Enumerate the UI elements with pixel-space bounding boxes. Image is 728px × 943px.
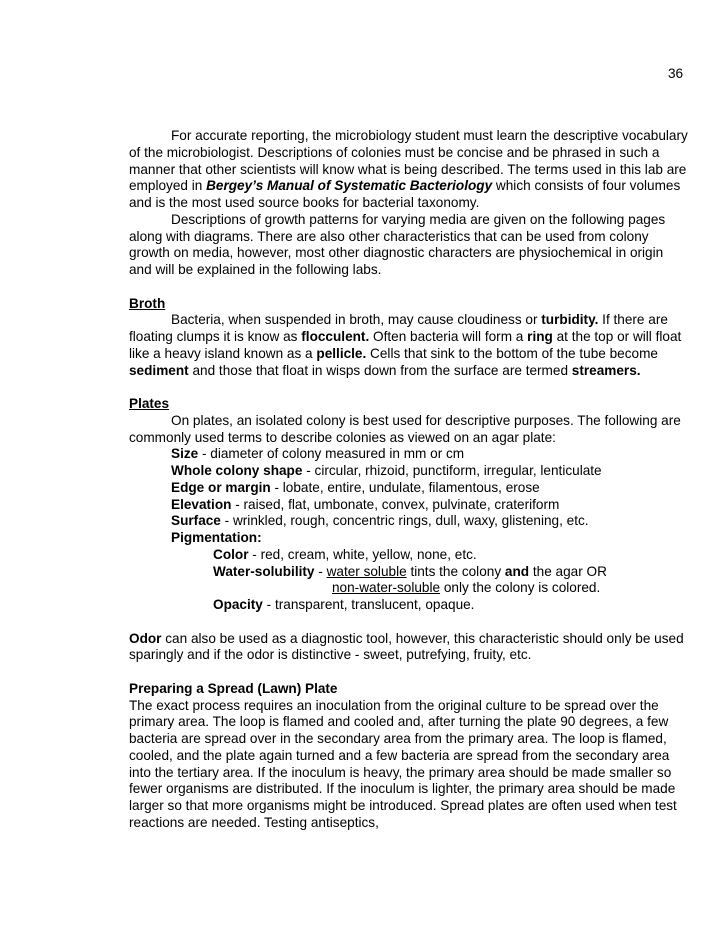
- page-content: [129, 128, 689, 832]
- intro-paragraph-1: For accurate reporting, the microbiology student must learn the descriptive vocabulary of the microbiologist. Descriptions of colonies must be concise and be phrased in such a manner that other scientists will know what is being described. The terms used in this lab are employed in Bergey’s Manual of Systematic Bacteriology which consists of four volumes and is the most used source books for bacterial taxonomy.: [129, 128, 688, 210]
- odor-paragraph: Odor can also be used as a diagnostic tool, however, this characteristic should only be used sparingly and if the odor is distinctive - sweet, putrefying, fruity, etc.: [129, 630, 684, 663]
- page-number: 36: [668, 66, 684, 81]
- term-color: Color - red, cream, white, yellow, none, etc.: [213, 546, 477, 562]
- spread-plate-heading: Preparing a Spread (Lawn) Plate: [129, 680, 338, 696]
- intro-paragraph-2: Descriptions of growth patterns for varying media are given on the following pages along with diagrams. There are also other characteristics that can be used from colony growth on media, however, most other diagnostic characters are physiochemical in origin and will be explained in the following labs.: [129, 211, 666, 277]
- spread-plate-paragraph: The exact process requires an inoculation from the original culture to be spread over the primary area. The loop is flamed and cooled and, after turning the plate 90 degrees, a few bacteria are spread over in the secondary area from the primary area. The loop is flamed, cooled, and the plate again turned and a few bacteria are spread from the secondary area into the tertiary area. If the inoculum is heavy, the primary area should be made smaller so fewer organisms are distributed. If the inoculum is lighter, the primary area should be made larger so that more organisms might be introduced. Spread plates are often used when test reactions are needed. Testing antiseptics,: [129, 697, 677, 830]
- plates-heading: Plates: [129, 396, 170, 411]
- term-edge: Edge or margin - lobate, entire, undulate, filamentous, erose: [171, 479, 540, 495]
- term-surface: Surface - wrinkled, rough, concentric rings, dull, waxy, glistening, etc.: [171, 513, 589, 529]
- term-opacity: Opacity - transparent, translucent, opaque.: [213, 597, 475, 612]
- term-water-solubility: Water-solubility - water soluble tints the colony and the agar OR: [213, 563, 607, 579]
- term-elevation: Elevation - raised, flat, umbonate, convex, pulvinate, crateriform: [171, 496, 560, 512]
- broth-paragraph: Bacteria, when suspended in broth, may cause cloudiness or turbidity. If there are floating clumps it is know as flocculent. Often bacteria will form a ring at the top or will float like a heavy island known as a pellicle. Cells that sink to the bottom of the tube become sediment and those that float in wisps down from the surface are termed streamers.: [129, 312, 682, 378]
- broth-heading: Broth: [129, 295, 166, 311]
- term-size: Size - diameter of colony measured in mm or cm: [171, 446, 465, 462]
- term-non-water-soluble: non-water-soluble only the colony is colored.: [332, 580, 601, 596]
- term-pigmentation: Pigmentation:: [171, 530, 262, 545]
- term-colony-shape: Whole colony shape - circular, rhizoid, punctiform, irregular, lenticulate: [171, 463, 602, 478]
- plates-intro: On plates, an isolated colony is best used for descriptive purposes. The following are commonly used terms to describe colonies as viewed on an agar plate:: [129, 412, 681, 445]
- book-title: Bergey’s Manual of Systematic Bacteriology: [206, 178, 493, 194]
